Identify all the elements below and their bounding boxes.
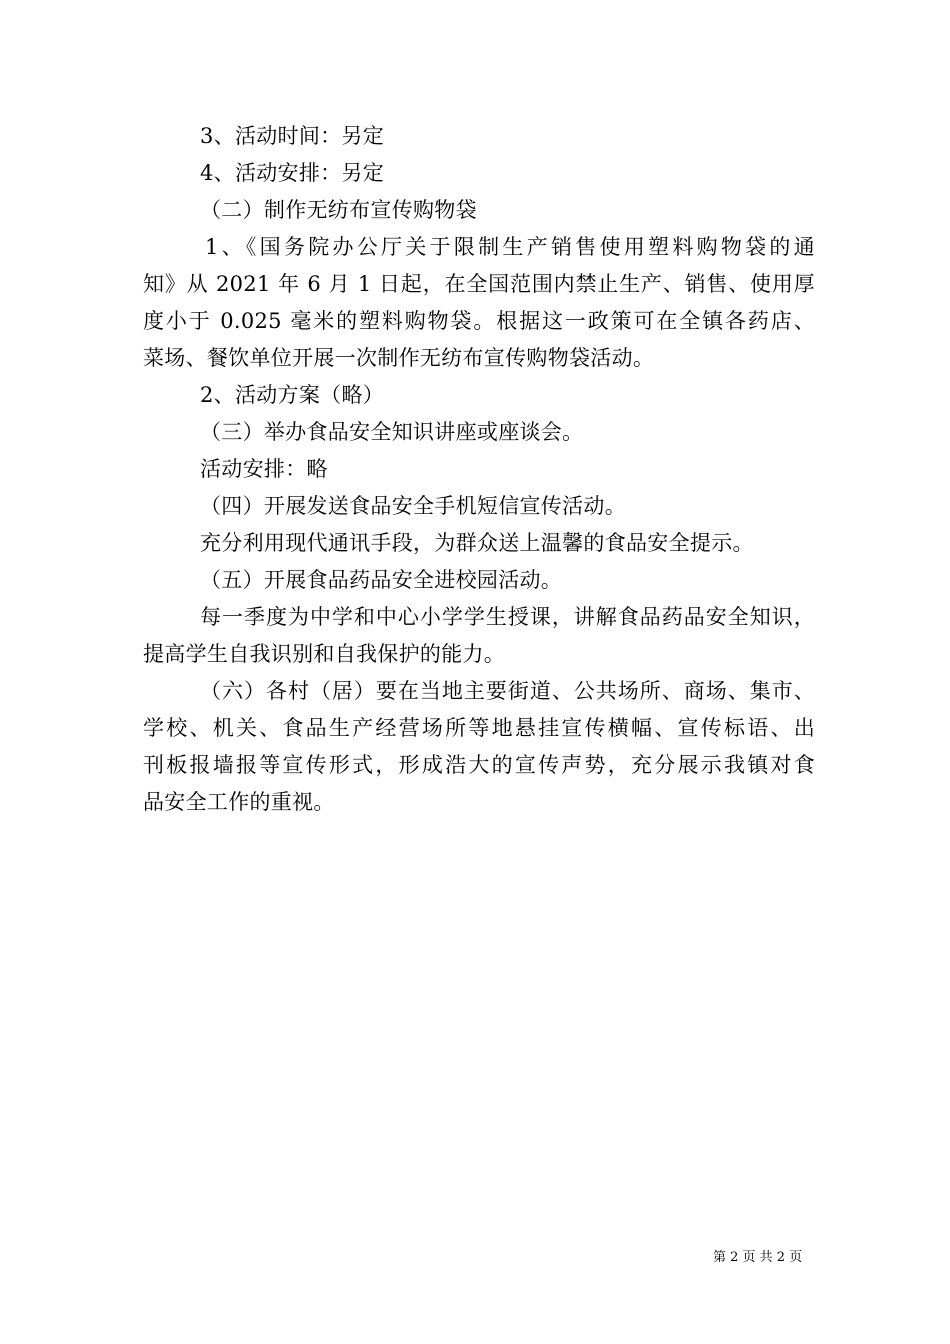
paragraph-line: 菜场、餐饮单位开展一次制作无纺布宣传购物袋活动。 [143, 346, 655, 370]
section-heading: （六）各村（居）要在当地主要街道、公共场所、商场、集市、 [200, 679, 815, 703]
paragraph-line: 2、活动方案（略） [200, 383, 385, 407]
paragraph-line: 度小于 0.025 毫米的塑料购物袋。根据这一政策可在全镇各药店、 [143, 309, 815, 333]
paragraph-line: 知》从 2021 年 6 月 1 日起，在全国范围内禁止生产、销售、使用厚 [143, 272, 815, 296]
paragraph-line: 每一季度为中学和中心小学学生授课，讲解食品药品安全知识， [200, 605, 815, 629]
paragraph-line: 刊板报墙报等宣传形式，形成浩大的宣传声势，充分展示我镇对食 [143, 753, 815, 777]
paragraph-line: 1、《国务院办公厅关于限制生产销售使用塑料购物袋的通 [205, 235, 815, 259]
section-heading: （五）开展食品药品安全进校园活动。 [200, 568, 563, 592]
paragraph-line: 学校、机关、食品生产经营场所等地悬挂宣传横幅、宣传标语、出 [143, 716, 815, 740]
page-number: 第 2 页 共 2 页 [713, 1250, 803, 1265]
paragraph-line: 品安全工作的重视。 [143, 790, 335, 814]
document-body [143, 118, 815, 821]
paragraph-line: 4、活动安排：另定 [200, 161, 385, 185]
paragraph-line: 提高学生自我识别和自我保护的能力。 [143, 642, 506, 666]
section-heading: （三）举办食品安全知识讲座或座谈会。 [200, 420, 584, 444]
paragraph-line: 3、活动时间：另定 [200, 124, 385, 148]
section-heading: （二）制作无纺布宣传购物袋 [200, 198, 477, 222]
paragraph-line: 充分利用现代通讯手段，为群众送上温馨的食品安全提示。 [200, 531, 754, 555]
section-heading: （四）开展发送食品安全手机短信宣传活动。 [200, 494, 626, 518]
paragraph-line: 活动安排：略 [200, 457, 328, 481]
